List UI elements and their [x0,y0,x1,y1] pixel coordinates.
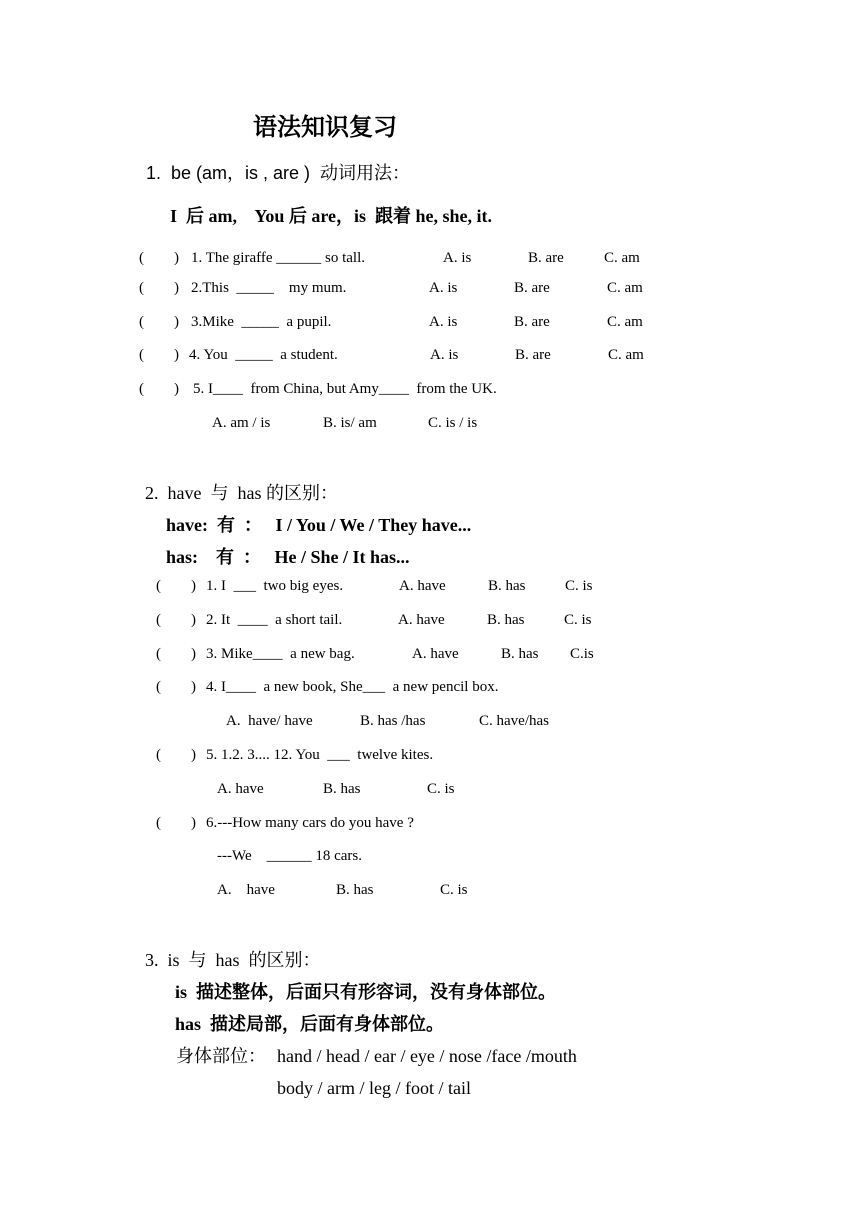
section1-rule: I 后 am, You 后 are，is 跟着 he, she, it. [170,206,493,226]
answer-paren: ( ) [156,612,196,628]
option-b: B. is/ am [323,415,377,431]
option-c: C. is [440,882,468,898]
answer-paren: ( ) [139,347,179,363]
answer-paren: ( ) [139,250,179,266]
option-a: A. is [430,347,459,363]
question-stem: 2. It ____ a short tail. [206,612,343,628]
option-a: A. have [412,646,459,662]
answer-paren: ( ) [139,314,179,330]
question-stem: 1. I ___ two big eyes. [206,578,344,594]
option-b: B. are [514,280,550,296]
option-c: C. is [565,578,593,594]
option-a: A. have [217,781,264,797]
option-c: C. am [604,250,640,266]
page-title: 语法知识复习 [253,115,397,141]
option-a: A. have [399,578,446,594]
body-parts-list-1: hand / head / ear / eye / nose /face /mouth [277,1046,577,1066]
option-a: A. have [217,882,275,898]
option-a: A. have/ have [226,713,313,729]
question-stem: 5. 1.2. 3.... 12. You ___ twelve kites. [206,747,434,763]
answer-paren: ( ) [156,578,196,594]
section1-heading: 1. be (am，is , are ) 动词用法： [146,163,411,183]
answer-paren: ( ) [156,646,196,662]
question-stem: 3. Mike____ a new bag. [206,646,355,662]
section2-rule-has: has: 有 ： He / She / It has... [166,547,410,567]
option-a: A. is [429,280,458,296]
answer-paren: ( ) [156,815,196,831]
question-stem: 1. The giraffe ______ so tall. [191,250,365,266]
answer-paren: ( ) [156,679,196,695]
option-c: C. is [564,612,592,628]
answer-paren: ( ) [156,747,196,763]
option-b: B. has [487,612,525,628]
answer-paren: ( ) [139,280,179,296]
section3-rule-has: has 描述局部，后面有身体部位。 [175,1014,445,1034]
option-b: B. has [336,882,374,898]
question-stem: 5. I____ from China, but Amy____ from the UK. [193,381,497,397]
section2-heading: 2. have 与 has 的区别： [145,483,338,503]
body-parts-list-2: body / arm / leg / foot / tail [277,1078,471,1098]
question-stem: 4. I____ a new book, She___ a new pencil box. [206,679,499,695]
option-b: B. are [515,347,551,363]
answer-paren: ( ) [139,381,179,397]
option-b: B. are [528,250,564,266]
option-c: C. am [608,347,644,363]
option-c: C. is / is [428,415,478,431]
question-stem: 4. You _____ a student. [189,347,338,363]
option-b: B. are [514,314,550,330]
option-a: A. have [398,612,445,628]
option-c: C. is [427,781,455,797]
option-c: C. am [607,314,643,330]
option-b: B. has [488,578,526,594]
question-answer-line: ---We ______ 18 cars. [217,848,362,864]
section3-rule-is: is 描述整体，后面只有形容词，没有身体部位。 [175,982,557,1002]
section2-rule-have: have: 有 ： I / You / We / They have... [166,515,472,535]
question-stem: 2.This _____ my mum. [191,280,347,296]
question-stem: 6.---How many cars do you have ? [206,815,414,831]
option-a: A. is [429,314,458,330]
section3-heading: 3. is 与 has 的区别： [145,950,321,970]
option-b: B. has [501,646,539,662]
option-a: A. am / is [212,415,271,431]
option-c: C. have/has [479,713,549,729]
option-a: A. is [443,250,472,266]
option-c: C. am [607,280,643,296]
question-stem: 3.Mike _____ a pupil. [191,314,332,330]
body-parts-label: 身体部位： [176,1046,266,1066]
option-c: C.is [570,646,594,662]
option-b: B. has /has [360,713,426,729]
option-b: B. has [323,781,361,797]
